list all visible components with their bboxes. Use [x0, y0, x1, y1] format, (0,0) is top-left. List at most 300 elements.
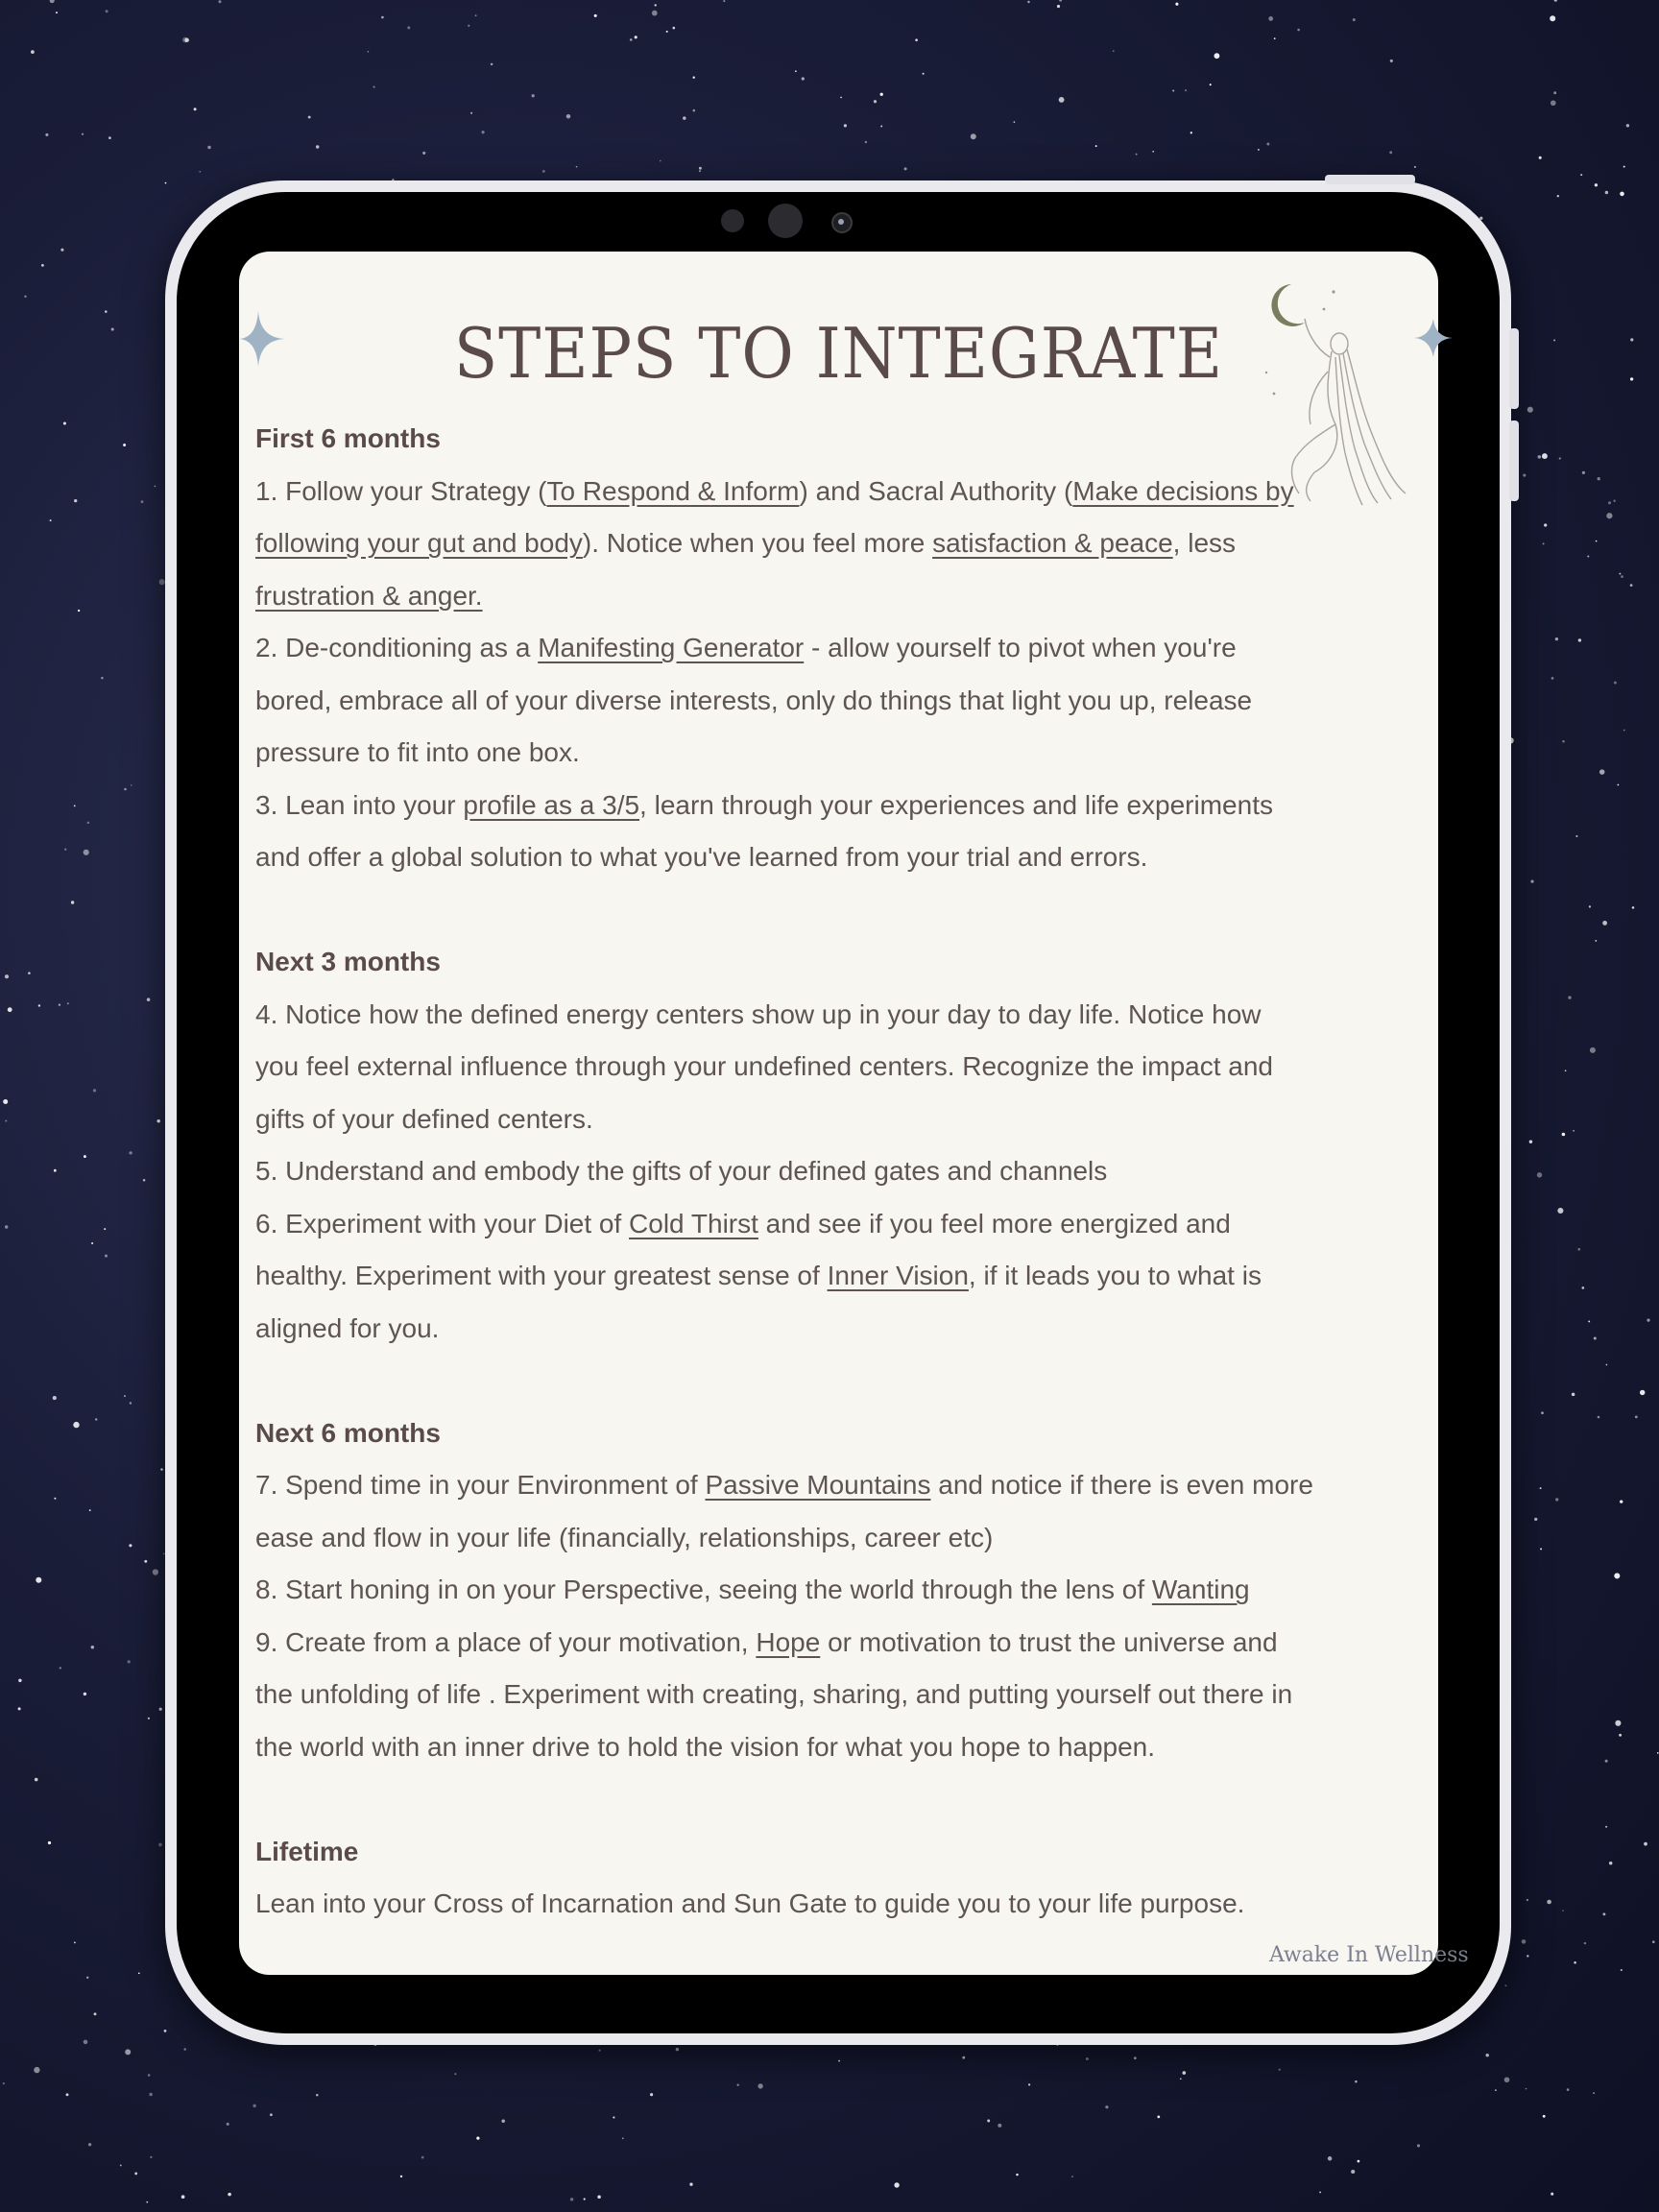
star [1134, 2056, 1137, 2059]
star [1630, 584, 1633, 587]
star [1623, 730, 1625, 732]
star [1266, 143, 1269, 146]
star [874, 100, 877, 103]
star [35, 1778, 38, 1782]
star [150, 2156, 152, 2158]
star [91, 1242, 93, 1244]
star [146, 2201, 148, 2203]
star [660, 160, 661, 162]
star [108, 136, 111, 139]
star [1319, 2191, 1321, 2193]
star [120, 2164, 122, 2166]
star [723, 0, 725, 2]
steps-content [255, 413, 1503, 1931]
star [74, 1942, 76, 1944]
star [1526, 2088, 1527, 2090]
star [1504, 2077, 1510, 2082]
page-title: STEPS TO INTEGRATE [453, 313, 1224, 394]
section-heading: Next 3 months [255, 947, 441, 976]
star [1598, 477, 1600, 480]
step-9-line-3: the world with an inner drive to hold the vision for what you hope to happen. [255, 1731, 1156, 1762]
star [1584, 1942, 1586, 1944]
star [73, 1422, 79, 1428]
star [655, 4, 657, 6]
star [1527, 1899, 1528, 1901]
step-7-line-1: 7. Spend time in your Environment of Passive Mountains and notice if there is even more [255, 1470, 1313, 1500]
star [165, 182, 167, 184]
star [1587, 555, 1589, 557]
star [1613, 500, 1615, 502]
star [1595, 940, 1597, 942]
star [41, 264, 44, 267]
star [1621, 1969, 1623, 1971]
star [71, 901, 74, 903]
star [757, 2083, 762, 2088]
star [894, 2182, 899, 2187]
star [838, 2060, 840, 2062]
star [228, 2193, 231, 2197]
star [373, 86, 375, 88]
star [144, 1560, 147, 1563]
star [8, 1007, 12, 1012]
star [157, 1119, 160, 1122]
star [5, 974, 9, 978]
star [635, 36, 637, 38]
star [407, 26, 410, 29]
star [1599, 769, 1605, 775]
star [1504, 1984, 1506, 1986]
star [1071, 2176, 1073, 2177]
star [24, 296, 26, 298]
star [45, 133, 48, 136]
star [56, 12, 58, 13]
star [63, 421, 66, 424]
star [598, 2050, 600, 2052]
star [1562, 1133, 1566, 1137]
star [454, 2073, 456, 2075]
star [1614, 682, 1617, 685]
star [91, 1646, 94, 1648]
star [1414, 166, 1416, 168]
motivation-link: Hope [756, 1626, 821, 1657]
star [1355, 2080, 1358, 2083]
star [54, 1169, 57, 1172]
star [36, 1577, 41, 1583]
star [1105, 2105, 1108, 2108]
star [1618, 784, 1620, 786]
star [1534, 1518, 1537, 1521]
star [54, 1498, 56, 1500]
star [1630, 377, 1633, 380]
star [158, 1843, 162, 1847]
star [1527, 1955, 1528, 1957]
star [1605, 191, 1608, 194]
star [60, 1667, 61, 1669]
star [1572, 1393, 1575, 1397]
sense-link: Inner Vision [827, 1261, 969, 1290]
star [50, 0, 55, 3]
star [1593, 2092, 1595, 2094]
star [1328, 2156, 1333, 2161]
star [1279, 2069, 1281, 2071]
star [74, 499, 77, 502]
star [693, 77, 695, 79]
star [1608, 501, 1611, 504]
star [1157, 2116, 1160, 2119]
star [1575, 835, 1577, 837]
star [159, 579, 165, 585]
star [1567, 2088, 1570, 2091]
star [1113, 50, 1115, 52]
star [1541, 1411, 1544, 1414]
step-1-line-3 [255, 570, 1503, 623]
star [50, 519, 52, 521]
star [31, 50, 35, 54]
star [105, 310, 108, 313]
signature-link: satisfaction & peace [932, 528, 1173, 558]
not-self-link: frustration & anger. [255, 580, 483, 611]
step-1-line-1: 1. Follow your Strategy (To Respond & Inform) and Sacral Authority (Make decisions by [255, 475, 1294, 506]
star [566, 114, 571, 119]
star [1605, 1826, 1607, 1828]
star [308, 116, 311, 119]
star [5, 1119, 7, 1121]
star [737, 2084, 739, 2086]
star [470, 112, 472, 114]
star [159, 1708, 162, 1711]
star [1557, 195, 1559, 197]
star [880, 93, 883, 96]
step-9-line-2: the unfolding of life . Experiment with creating, sharing, and putting yourself out there in [255, 1679, 1293, 1709]
star [699, 170, 701, 172]
step-8-line-1: 8. Start honing in on your Perspective, seeing the world through the lens of Wanting [255, 1575, 1250, 1604]
step-3-line-2: and offer a global solution to what you've learned from your trial and errors. [255, 842, 1148, 872]
star [1547, 1900, 1551, 1905]
star [106, 10, 108, 12]
star [316, 145, 319, 148]
star [501, 2120, 505, 2124]
star [1086, 2057, 1089, 2060]
star [1529, 1140, 1532, 1142]
sensor-icon [721, 209, 744, 232]
star [1614, 1573, 1620, 1578]
star [1175, 3, 1178, 6]
star [18, 1679, 21, 1682]
star [1543, 542, 1545, 544]
star [987, 2120, 990, 2123]
star [5, 1225, 8, 1228]
star [1495, 2089, 1497, 2091]
star [1095, 145, 1097, 147]
star [676, 2048, 679, 2051]
star [134, 2172, 137, 2175]
step-4-line-3: gifts of your defined centers. [255, 1103, 593, 1134]
step-9-line-1: 9. Create from a place of your motivation, Hope or motivation to trust the universe and [255, 1626, 1278, 1657]
star [476, 2137, 479, 2140]
star [148, 2074, 151, 2077]
star [1555, 637, 1558, 640]
star [1609, 1862, 1613, 1865]
star [1210, 84, 1212, 85]
star [199, 171, 201, 173]
star [400, 2176, 402, 2177]
star [1027, 1, 1029, 3]
star [86, 1977, 88, 1979]
star [421, 2156, 424, 2159]
star [1551, 677, 1554, 680]
star [1553, 91, 1556, 94]
star [1059, 0, 1062, 2]
star [1059, 97, 1065, 103]
star [468, 25, 469, 27]
star [1568, 996, 1571, 998]
star [1606, 1364, 1608, 1366]
star [368, 51, 370, 53]
star [1014, 121, 1016, 123]
star [1180, 2078, 1182, 2080]
star [67, 1002, 69, 1004]
star [622, 2137, 624, 2139]
star [1620, 192, 1624, 197]
star [219, 0, 222, 3]
star [1562, 1910, 1564, 1911]
star [1542, 453, 1548, 459]
step-6-line-1: 6. Experiment with your Diet of Cold Thirst and see if you feel more energized and [255, 1208, 1231, 1238]
star [141, 500, 144, 503]
volume-down-button [1509, 421, 1519, 501]
star [34, 2067, 39, 2073]
star [130, 1402, 132, 1404]
star [381, 16, 384, 19]
star [124, 1395, 126, 1397]
star [82, 133, 84, 135]
star [1554, 0, 1557, 2]
star [1602, 921, 1607, 926]
star [153, 1569, 158, 1575]
strategy-link: To Respond & Inform [546, 475, 800, 506]
star [3, 2082, 5, 2084]
star [1057, 5, 1060, 8]
star [570, 2198, 573, 2200]
star [1551, 2193, 1553, 2196]
star [1185, 89, 1187, 91]
star [1553, 339, 1555, 341]
star [1152, 151, 1154, 153]
star [1562, 740, 1565, 743]
star [1557, 1208, 1563, 1214]
diet-link: Cold Thirst [629, 1208, 758, 1238]
star [1565, 1070, 1567, 1071]
star [672, 27, 675, 30]
star [84, 850, 89, 855]
star [666, 31, 668, 33]
star [316, 2094, 318, 2096]
star [1527, 407, 1533, 413]
star [1619, 1734, 1622, 1737]
star [576, 166, 578, 168]
star [802, 77, 805, 80]
star [491, 63, 493, 66]
star [689, 2183, 692, 2186]
star [652, 11, 658, 16]
star [1589, 905, 1591, 907]
profile-link: profile as a 3/5 [463, 789, 640, 820]
star [699, 167, 702, 170]
star [1623, 166, 1625, 168]
star [138, 1972, 140, 1974]
star [1214, 53, 1219, 59]
star [28, 972, 31, 974]
star [1523, 474, 1526, 477]
camera-icon [768, 204, 803, 238]
perspective-link: Wanting [1151, 1575, 1250, 1604]
star [48, 1841, 51, 1844]
star [104, 1228, 106, 1230]
star [630, 38, 633, 41]
star [125, 2049, 131, 2055]
star [131, 784, 132, 786]
star [998, 2124, 1001, 2128]
star [252, 2104, 255, 2107]
step-2-line-2: bored, embrace all of your diverse interests, only do things that light you up, release [255, 685, 1253, 715]
star [53, 1396, 57, 1400]
star [542, 170, 545, 173]
star [1268, 16, 1273, 21]
star [194, 108, 197, 110]
star [1577, 1248, 1580, 1251]
star [1582, 471, 1585, 474]
star [87, 822, 90, 825]
star [1582, 1286, 1585, 1289]
star [129, 1151, 132, 1154]
star [1028, 2083, 1030, 2085]
star [1559, 457, 1561, 459]
star [971, 133, 976, 139]
star [1595, 183, 1598, 186]
star [1274, 37, 1276, 39]
star [584, 2199, 586, 2200]
star [1550, 15, 1555, 21]
star [1620, 1500, 1623, 1503]
star [1644, 1842, 1647, 1846]
star [78, 610, 80, 612]
star [149, 2093, 153, 2097]
star [59, 1004, 60, 1006]
lifetime-line: Lean into your Cross of Incarnation and Sun Gate to guide you to your life purpose. [255, 1888, 1245, 1918]
star [94, 2012, 97, 2015]
star [84, 1155, 86, 1158]
star [155, 486, 156, 488]
star [227, 2123, 229, 2126]
star [1626, 124, 1629, 127]
star [182, 37, 188, 43]
star [594, 14, 597, 17]
star [64, 849, 66, 851]
star [74, 805, 76, 807]
star [1540, 1487, 1542, 1489]
step-4-line-1: 4. Notice how the defined energy centers show up in your day to day life. Notice how [255, 998, 1262, 1029]
star [1578, 638, 1581, 641]
star [148, 1718, 150, 1719]
volume-up-button [1509, 328, 1519, 409]
star [270, 2113, 273, 2116]
star [1598, 1416, 1600, 1419]
step-2-line-3: pressure to fit into one box. [255, 737, 580, 767]
tablet-screen [239, 252, 1469, 1975]
star [1016, 2174, 1018, 2176]
star [1555, 1498, 1558, 1501]
star [1390, 60, 1393, 62]
star [1632, 906, 1635, 909]
star [1605, 1760, 1608, 1763]
star [93, 1089, 96, 1092]
star [1530, 880, 1533, 883]
section-heading: Next 6 months [255, 1417, 441, 1448]
star [880, 126, 882, 128]
star [1351, 2170, 1355, 2174]
step-6-line-3: aligned for you. [255, 1312, 440, 1343]
star [1606, 513, 1612, 518]
star [1190, 132, 1192, 133]
star [840, 97, 842, 99]
star [18, 1707, 21, 1710]
star [111, 327, 114, 330]
star [1543, 2115, 1546, 2118]
step-4-line-2: you feel external influence through your undefined centers. Recognize the impact and [255, 1051, 1274, 1081]
star [89, 1509, 91, 1511]
power-button [1325, 175, 1415, 184]
star [3, 1099, 8, 1104]
star [1630, 338, 1633, 341]
section-heading: First 6 months [255, 423, 441, 453]
star [475, 14, 477, 16]
star [1573, 1130, 1575, 1132]
star [923, 73, 925, 75]
star [962, 2056, 965, 2059]
star [1588, 1320, 1590, 1322]
star [1417, 2144, 1420, 2147]
star [1590, 1047, 1596, 1053]
star [1544, 523, 1547, 526]
star [1522, 1939, 1527, 1944]
step-6-line-2: healthy. Experiment with your greatest sense of Inner Vision, if it leads you to what is [255, 1261, 1262, 1290]
star [844, 124, 847, 127]
star [597, 2196, 601, 2200]
star [692, 109, 695, 112]
star [1358, 2160, 1360, 2163]
star [84, 1693, 86, 1695]
environment-link: Passive Mountains [705, 1470, 931, 1500]
star [1389, 151, 1392, 154]
star [129, 1544, 132, 1547]
star [1596, 541, 1598, 542]
star [124, 788, 127, 791]
section-heading: Lifetime [255, 1836, 359, 1866]
star [1619, 573, 1621, 575]
star [66, 2093, 69, 2096]
star [1297, 29, 1300, 32]
star [613, 2116, 614, 2118]
star [1537, 1172, 1542, 1177]
star [1353, 18, 1356, 21]
brand-watermark: Awake In Wellness [1269, 1943, 1469, 1967]
star [683, 116, 685, 119]
step-3-line-1: 3. Lean into your profile as a 3/5, learn through your experiences and life experiments [255, 789, 1273, 820]
front-camera-icon [831, 212, 853, 233]
star [60, 249, 63, 252]
star [1172, 89, 1174, 91]
star [164, 2030, 167, 2032]
